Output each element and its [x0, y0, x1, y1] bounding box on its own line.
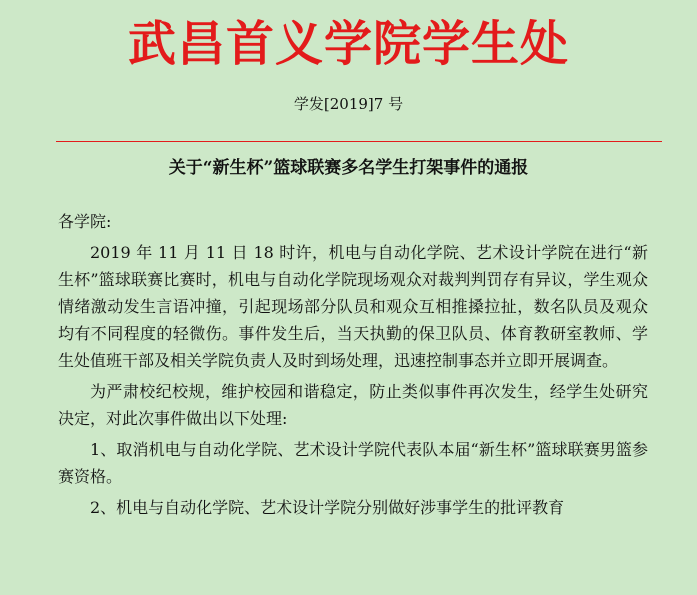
salutation: 各学院: — [58, 212, 112, 231]
body-paragraph: 1、取消机电与自动化学院、艺术设计学院代表队本届“新生杯”篮球联赛男篮参赛资格。 — [58, 440, 648, 486]
red-divider — [56, 141, 662, 142]
body-paragraph: 为严肃校纪校规，维护校园和谐稳定，防止类似事件再次发生，经学生处研究决定，对此次事件做出以下处理: — [58, 382, 648, 428]
document-number: 学发[2019]7 号 — [293, 95, 404, 113]
organization-title: 武昌首义学院学生处 — [127, 16, 569, 72]
notice-title: 关于“新生杯”篮球联赛多名学生打架事件的通报 — [168, 158, 529, 178]
notice-body — [58, 208, 648, 525]
body-paragraph: 2、机电与自动化学院、艺术设计学院分别做好涉事学生的批评教育 — [90, 498, 565, 517]
body-paragraph: 2019 年 11 月 11 日 18 时许，机电与自动化学院、艺术设计学院在进行“新生杯”篮球联赛比赛时，机电与自动化学院现场观众对裁判判罚存有异议，学生观众情绪激动发生言语冲撞，引起现场部分队员和观众互相推搡拉扯，数名队员及观众均有不同程度的轻微伤。事件发生后，当天执勤的保卫队员、体育教研室教师、学生处值班干部及相关学院负责人及时到场处理，迅速控制事态并立即开展调查。 — [58, 243, 648, 370]
